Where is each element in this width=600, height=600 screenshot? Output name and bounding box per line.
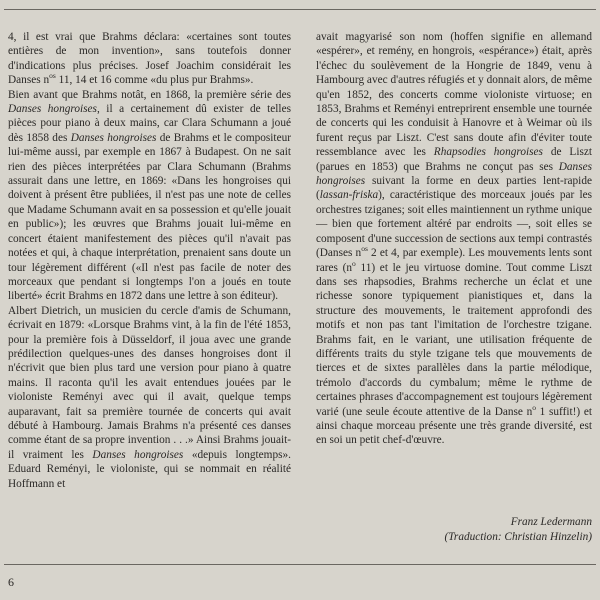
text-run: avait magyarisé son nom (hoffen signifie en allemand «espérer», et reménу, en hongrois, «espérance») était, après l'échec du soulèvement de la Hongrie de 1849, venu à Hambourg avec d'autres réfugiés et y donnait alors, de même qu'en 1852, des concerts comme violoniste virtuose; en 1853, Brahms et Reményi entreprirent ensemble une tournée de concerts qui les conduisit à Hanovre et à Weimar où ils furent reçus par Liszt. C'est sans doute afin d'éviter toute ressemblance avec les — [316, 31, 592, 159]
text-run: «depuis longtemps». Eduard Reményi, le violoniste, qui se nommait en réalité Hoffmann et — [8, 448, 291, 490]
bottom-rule — [4, 564, 596, 565]
translator-credit: (Traduction: Christian Hinzelin) — [444, 531, 592, 543]
author-name: Franz Ledermann — [510, 516, 592, 528]
author-credit — [316, 515, 592, 545]
text-run: 11) et le jeu virtuose domine. Tout comme Liszt dans ses rhapsodies, Brahms recherche un éclat et une richesse sonore typiquement pianistiques et, dans la structure des mouvements, le traitement approfondi des motifs et non pas tant l'imitation de l'orchestre tzigane. Brahms fait, en le variant, une utilisation fréquente de différents traits du style tzigane tels que mouvements de tierces et de sixtes parallèles dans la partie mélodique, trémolo d'accords du cymbalum; même le rythme de certaines phrases d'accompagnement est toujours légèrement varié (une seule écoute attentive de la Danse n — [316, 261, 592, 418]
text-run: de Liszt (parues en 1853) que Brahms ne conçut pas ses — [316, 146, 593, 173]
paragraph — [8, 304, 291, 491]
italic-text: Danses hongroises — [70, 131, 157, 144]
top-rule — [4, 9, 596, 10]
italic-text: Danses hongroises — [316, 160, 592, 188]
left-column — [8, 30, 291, 491]
text-run: 4, il est vrai que Brahms déclara: «certaines sont toutes entières de mon invention», sans toutefois donner d'indications plus précises. Josef Joachim considérait les Danses n — [8, 31, 291, 87]
text-run: 2 et 4, par exemple). Les mouvements lents sont rares (n — [316, 247, 592, 274]
text-run: Albert Dietrich, un musicien du cercle d'amis de Schumann, écrivait en 1879: «Lorsque Brahms vint, à la fin de l'été 1853, pour la première fois à Düsseldorf, il joua avec une grande prédilection quelques-unes des danses hongroises dont il n'écrivit que bien plus tard une version pour piano à quatre mains. Il raconta qu'il les avait entendues jouées par le violoniste Reményi avec qui il avait, quelque temps auparavant, fait sa première tournée de concerts qui avait débuté à Hambourg. Jamais Brahms n'a présenté ces danses comme étant de sa propre invention . . .» Ainsi Brahms jouait-il vraiment les — [8, 304, 291, 461]
italic-text: Danses hongroises — [92, 448, 184, 461]
superscript-text: o — [532, 402, 537, 412]
italic-text: Danses hongroises — [8, 103, 97, 116]
paragraph — [8, 30, 291, 88]
italic-text: lassan-friska — [319, 189, 379, 202]
text-run: 1 suffit!) et ainsi chaque morceau présente une très grande diversité, est en soi un petit chef-d'œuvre. — [316, 405, 592, 447]
text-run: , il a certainement dû exister de telles pièces pour piano à deux mains, car Clara Schumann a joué dès 1858 des — [8, 103, 291, 144]
text-run: suivant la forme en deux parties lent-rapide ( — [316, 175, 592, 202]
superscript-text: os — [361, 244, 368, 254]
text-run: 11, 14 et 16 comme «du plus pur Brahms». — [55, 74, 254, 87]
text-run: ), caractéristique des morceaux joués par les orchestres tziganes; soit elles maintiennent un rythme unique — bien que fortement altéré par endroits —, soit elles se composent d'une succession de sections aux tempi contrastés (Danses n — [316, 189, 592, 260]
paragraph — [8, 88, 291, 304]
text-run: de Brahms et le compositeur lui-même aussi, par exemple en 1867 à Budapest. On ne sait rien des pièces interprétées par Clara Schumann (Brahms assurait dans une lettre, en 1869: «Dans les hongroises qui doivent à présent être publiées, il n'est pas une note de celles que Madame Schumann avait en sa possession et qu'elle jouait en public»); les œuvres que Brahms jouait lui-même en concert étaient manifestement des pièces qu'il n'avait pas notées et qui, à chaque interprétation, prenaient sans doute un tour légèrement différent («Il n'est pas facile de noter des morceaux que pendant si longtemps l'on a joués en toute liberté» écrit Brahms en 1872 dans une lettre à son éditeur). — [8, 131, 291, 303]
text-run: Bien avant que Brahms notât, en 1868, la première série des — [8, 88, 291, 101]
right-column — [316, 30, 592, 448]
page-number: 6 — [8, 575, 14, 589]
paragraph — [316, 30, 592, 448]
superscript-text: os — [49, 71, 56, 81]
italic-text: Rhapsodies hongroises — [433, 146, 543, 159]
superscript-text: o — [352, 258, 356, 268]
